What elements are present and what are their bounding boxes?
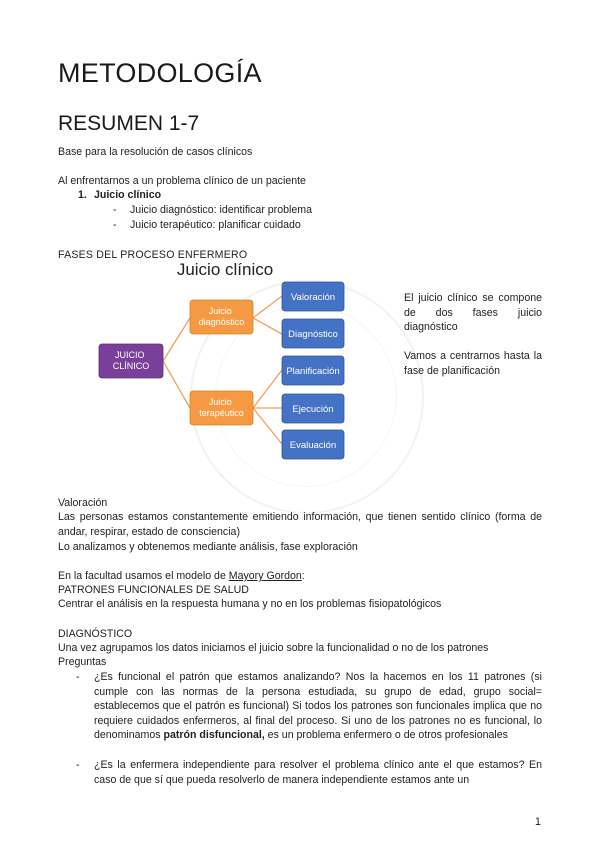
side-note-2: Vamos a centrarnos hasta la fase de planificación xyxy=(404,350,542,377)
side-note-1: El juicio clínico se compone de dos fases juicio diagnóstico xyxy=(404,292,542,333)
question-1-text: ¿Es funcional el patrón que estamos analizando? Nos la hacemos en los 11 patrones (si cumple con las normas de la persona estudiada, su grupo de edad, grupo social= establecemos que el patrón es funcional) Si todos los patrones son funcionales implica que no requiere cuidados enfermeros, al final del proceso. Si uno de los patrones no es funcional, lo denominamos xyxy=(94,671,542,741)
facultad-line xyxy=(58,569,305,584)
list-number: 1. xyxy=(78,189,87,201)
juicio-terapeutico-label: Juicio terapéutico xyxy=(199,397,244,418)
page-number: 1 xyxy=(535,816,541,828)
valoracion-paragraph: Las personas estamos constantemente emitiendo información, que tienen sentido clínico (forma de andar, respirar, estado de consciencia) xyxy=(58,511,542,538)
facultad-prefix: En la facultad usamos el modelo de xyxy=(58,570,229,582)
preguntas-label: Preguntas xyxy=(58,656,107,668)
diagnostico-paragraph: Una vez agrupamos los datos iniciamos el juicio sobre la funcionalidad o no de los patrones xyxy=(58,642,489,654)
enfrentar-text: Al enfrentarnos a un problema clínico de un paciente xyxy=(58,175,306,187)
patrones-heading: PATRONES FUNCIONALES DE SALUD xyxy=(58,584,249,596)
facultad-note: Centrar el análisis en la respuesta humana y no en los problemas fisiopatológicos xyxy=(58,598,442,610)
valoracion-paragraph-2: Lo analizamos y obtenemos mediante análisis, fase exploración xyxy=(58,541,358,553)
facultad-suffix: : xyxy=(301,570,305,582)
valoracion-label: Valoración xyxy=(290,292,336,303)
patron-disfuncional: patrón disfuncional, xyxy=(163,729,265,741)
dash-bullet: - xyxy=(76,671,80,683)
list-item-juicio-clinico: Juicio clínico xyxy=(94,189,162,201)
evaluacion-label: Evaluación xyxy=(289,440,337,451)
page-title: METODOLOGÍA xyxy=(58,58,262,88)
fases-heading: FASES DEL PROCESO ENFERMERO xyxy=(58,249,248,261)
diagnostico-label: Diagnóstico xyxy=(288,329,338,340)
ejecucion-label: Ejecución xyxy=(292,404,334,415)
gordon-link[interactable]: Mayory Gordon xyxy=(228,570,302,582)
valoracion-heading: Valoración xyxy=(58,497,108,509)
sublist-item: Juicio terapéutico: planificar cuidado xyxy=(130,219,301,231)
juicio-diagnostico-label: Juicio diagnóstico xyxy=(198,306,245,327)
diagram-title: Juicio clínico xyxy=(176,260,274,279)
question-1 xyxy=(94,670,542,743)
dash-bullet: - xyxy=(113,204,117,216)
root-node-label: JUICIO CLÍNICO xyxy=(112,350,150,371)
question-2: ¿Es la enfermera independiente para resolver el problema clínico ante el que estamos? En caso de que sí que pueda resolverlo de manera independiente estamos ante un xyxy=(94,759,542,786)
intro-text: Base para la resolución de casos clínicos xyxy=(58,146,253,158)
planificacion-label: Planificación xyxy=(286,366,340,377)
diagnostico-heading: DIAGNÓSTICO xyxy=(58,628,133,640)
sublist-item: Juicio diagnóstico: identificar problema xyxy=(130,204,312,216)
dash-bullet: - xyxy=(113,219,117,231)
question-1-tail: es un problema enfermero o de otros profesionales xyxy=(264,729,508,741)
page-subtitle: RESUMEN 1-7 xyxy=(58,112,200,135)
dash-bullet: - xyxy=(76,759,80,771)
